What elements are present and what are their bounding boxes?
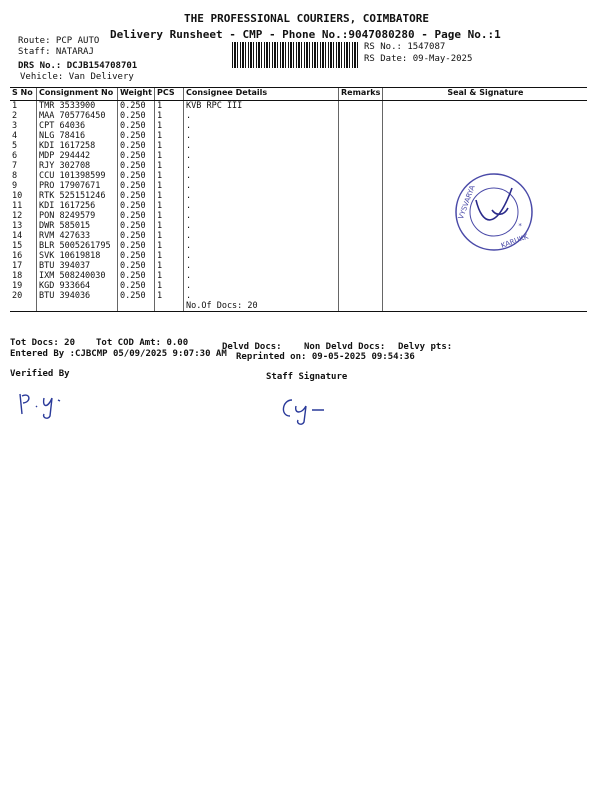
row-weight: 0.250 xyxy=(118,181,155,191)
non-delivered-docs: Non Delvd Docs: xyxy=(304,342,386,352)
delivery-points: Delvy pts: xyxy=(398,342,453,352)
row-pcs: 1 xyxy=(155,221,184,231)
row-weight: 0.250 xyxy=(118,241,155,251)
reprinted-on: Reprinted on: 09-05-2025 09:54:36 xyxy=(236,352,415,362)
footer-cell xyxy=(10,301,37,312)
row-sno: 10 xyxy=(12,191,23,201)
table-row xyxy=(10,271,587,281)
total-docs: Tot Docs: 20 xyxy=(10,338,76,348)
table-row xyxy=(10,281,587,291)
row-pcs: 1 xyxy=(155,241,184,251)
row-consignment: MDP 294442 xyxy=(37,151,118,161)
row-seal xyxy=(383,121,588,131)
row-consignee: . xyxy=(184,151,339,161)
row-sno: 2 xyxy=(12,111,18,121)
row-consignment: BTU 394037 xyxy=(37,261,118,271)
row-weight: 0.250 xyxy=(118,121,155,131)
table-row xyxy=(10,141,587,151)
row-pcs: 1 xyxy=(155,101,184,112)
row-sno: 19 xyxy=(12,281,23,291)
svg-text:VYSVARYA: VYSVARYA xyxy=(456,184,477,221)
row-weight: 0.250 xyxy=(118,231,155,241)
row-sno: 11 xyxy=(12,201,23,211)
row-remarks xyxy=(339,251,383,261)
row-consignee: . xyxy=(184,221,339,231)
row-weight: 0.250 xyxy=(118,191,155,201)
row-weight: 0.250 xyxy=(118,201,155,211)
barcode xyxy=(232,42,360,68)
row-pcs: 1 xyxy=(155,161,184,171)
col-weight: Weight xyxy=(118,88,155,101)
row-weight: 0.250 xyxy=(118,171,155,181)
row-consignee: . xyxy=(184,211,339,221)
row-weight: 0.250 xyxy=(118,291,155,301)
col-seal: Seal & Signature xyxy=(383,88,588,101)
total-cod: Tot COD Amt: 0.00 xyxy=(96,338,189,348)
row-consignee: . xyxy=(184,161,339,171)
row-consignment: DWR 585015 xyxy=(37,221,118,231)
row-remarks xyxy=(339,181,383,191)
row-consignment: RJY 302708 xyxy=(37,161,118,171)
row-consignee: . xyxy=(184,231,339,241)
row-remarks xyxy=(339,241,383,251)
row-sno: 13 xyxy=(12,221,23,231)
row-consignee: . xyxy=(184,141,339,151)
row-remarks xyxy=(339,191,383,201)
row-seal xyxy=(383,291,588,301)
row-sno: 20 xyxy=(12,291,23,301)
staff-signature-mark xyxy=(278,392,348,426)
footer-cell xyxy=(339,301,383,312)
row-consignee: . xyxy=(184,251,339,261)
row-weight: 0.250 xyxy=(118,101,155,112)
table-row xyxy=(10,121,587,131)
row-consignee: . xyxy=(184,181,339,191)
row-consignment: MAA 705776450 xyxy=(37,111,118,121)
row-seal xyxy=(383,111,588,121)
col-consignee: Consignee Details xyxy=(184,88,339,101)
row-weight: 0.250 xyxy=(118,151,155,161)
row-consignment: CPT 64036 xyxy=(37,121,118,131)
rs-number: RS No.: 1547087 xyxy=(364,42,446,52)
runsheet-heading: Delivery Runsheet - CMP - Phone No.:9047080280 - Page No.:1 xyxy=(110,28,501,41)
row-seal xyxy=(383,151,588,161)
row-pcs: 1 xyxy=(155,181,184,191)
table-row xyxy=(10,151,587,161)
entered-by: Entered By :CJBCMP 05/09/2025 9:07:30 AM xyxy=(10,349,227,359)
row-sno: 14 xyxy=(12,231,23,241)
row-remarks xyxy=(339,291,383,301)
no-of-docs: No.Of Docs: 20 xyxy=(184,301,339,312)
row-sno: 4 xyxy=(12,131,18,141)
row-consignee: . xyxy=(184,171,339,181)
row-weight: 0.250 xyxy=(118,261,155,271)
row-remarks xyxy=(339,261,383,271)
row-weight: 0.250 xyxy=(118,111,155,121)
row-remarks xyxy=(339,201,383,211)
row-consignee: . xyxy=(184,291,339,301)
row-weight: 0.250 xyxy=(118,271,155,281)
row-weight: 0.250 xyxy=(118,211,155,221)
row-pcs: 1 xyxy=(155,261,184,271)
row-pcs: 1 xyxy=(155,291,184,301)
row-pcs: 1 xyxy=(155,131,184,141)
row-sno: 6 xyxy=(12,151,18,161)
row-consignee: . xyxy=(184,111,339,121)
drs-number: DRS No.: DCJB154708701 xyxy=(18,61,138,71)
row-weight: 0.250 xyxy=(118,281,155,291)
row-weight: 0.250 xyxy=(118,141,155,151)
rs-date: RS Date: 09-May-2025 xyxy=(364,54,473,64)
row-sno: 3 xyxy=(12,121,18,131)
row-consignment: TMR 3533900 xyxy=(37,101,118,112)
footer-cell xyxy=(155,301,184,312)
row-consignment: IXM 508240030 xyxy=(37,271,118,281)
table-row xyxy=(10,131,587,141)
row-remarks xyxy=(339,271,383,281)
verifier-signature xyxy=(14,390,94,420)
delivered-docs: Delvd Docs: xyxy=(222,342,282,352)
row-seal xyxy=(383,131,588,141)
row-sno: 16 xyxy=(12,251,23,261)
row-remarks xyxy=(339,171,383,181)
row-consignment: BTU 394036 xyxy=(37,291,118,301)
row-remarks xyxy=(339,281,383,291)
row-consignment: PRO 17907671 xyxy=(37,181,118,191)
row-consignee: . xyxy=(184,121,339,131)
row-weight: 0.250 xyxy=(118,161,155,171)
row-remarks xyxy=(339,121,383,131)
row-consignee: KVB RPC III xyxy=(184,101,339,112)
row-sno: 7 xyxy=(12,161,18,171)
row-pcs: 1 xyxy=(155,281,184,291)
footer-cell xyxy=(383,301,588,312)
col-sno: S No xyxy=(10,88,37,101)
row-sno: 8 xyxy=(12,171,18,181)
row-remarks xyxy=(339,231,383,241)
staff-signature-label: Staff Signature xyxy=(266,372,348,382)
row-pcs: 1 xyxy=(155,211,184,221)
row-seal xyxy=(383,101,588,112)
row-pcs: 1 xyxy=(155,151,184,161)
row-consignment: RVM 427633 xyxy=(37,231,118,241)
row-consignee: . xyxy=(184,191,339,201)
table-row xyxy=(10,101,587,112)
row-weight: 0.250 xyxy=(118,251,155,261)
row-pcs: 1 xyxy=(155,201,184,211)
table-row xyxy=(10,261,587,271)
table-row xyxy=(10,111,587,121)
row-remarks xyxy=(339,111,383,121)
row-remarks xyxy=(339,141,383,151)
row-sno: 9 xyxy=(12,181,18,191)
row-consignment: CCU 101398599 xyxy=(37,171,118,181)
row-seal xyxy=(383,271,588,281)
row-consignee: . xyxy=(184,261,339,271)
col-consignment: Consignment No xyxy=(37,88,118,101)
row-consignment: SVK 10619818 xyxy=(37,251,118,261)
route-label: Route: PCP AUTO xyxy=(18,36,100,46)
row-seal xyxy=(383,141,588,151)
row-consignment: KGD 933664 xyxy=(37,281,118,291)
row-sno: 15 xyxy=(12,241,23,251)
row-pcs: 1 xyxy=(155,171,184,181)
footer-cell xyxy=(37,301,118,312)
row-consignment: PON 8249579 xyxy=(37,211,118,221)
row-remarks xyxy=(339,221,383,231)
row-pcs: 1 xyxy=(155,251,184,261)
row-seal xyxy=(383,261,588,271)
row-sno: 17 xyxy=(12,261,23,271)
row-consignee: . xyxy=(184,281,339,291)
row-consignment: RTK 525151246 xyxy=(37,191,118,201)
col-remarks: Remarks xyxy=(339,88,383,101)
seal-stamp xyxy=(452,170,536,254)
svg-text:KARUKK: KARUKK xyxy=(499,232,530,250)
row-weight: 0.250 xyxy=(118,131,155,141)
row-consignee: . xyxy=(184,131,339,141)
row-seal xyxy=(383,281,588,291)
row-sno: 1 xyxy=(12,101,18,111)
row-remarks xyxy=(339,151,383,161)
row-consignee: . xyxy=(184,201,339,211)
row-pcs: 1 xyxy=(155,121,184,131)
row-sno: 18 xyxy=(12,271,23,281)
col-pcs: PCS xyxy=(155,88,184,101)
row-pcs: 1 xyxy=(155,271,184,281)
row-pcs: 1 xyxy=(155,191,184,201)
footer-cell xyxy=(118,301,155,312)
svg-text:*: * xyxy=(518,222,523,230)
row-remarks xyxy=(339,211,383,221)
row-sno: 12 xyxy=(12,211,23,221)
row-remarks xyxy=(339,101,383,112)
row-weight: 0.250 xyxy=(118,221,155,231)
row-consignee: . xyxy=(184,271,339,281)
staff-label: Staff: NATARAJ xyxy=(18,47,94,57)
row-consignment: BLR 5005261795 xyxy=(37,241,118,251)
row-remarks xyxy=(339,161,383,171)
company-title: THE PROFESSIONAL COURIERS, COIMBATORE xyxy=(184,12,430,25)
row-consignment: NLG 78416 xyxy=(37,131,118,141)
verified-by-label: Verified By xyxy=(10,369,70,379)
table-row xyxy=(10,291,587,301)
row-sno: 5 xyxy=(12,141,18,151)
vehicle-label: Vehicle: Van Delivery xyxy=(20,72,134,82)
row-remarks xyxy=(339,131,383,141)
row-consignee: . xyxy=(184,241,339,251)
row-consignment: KDI 1617258 xyxy=(37,141,118,151)
row-pcs: 1 xyxy=(155,231,184,241)
row-pcs: 1 xyxy=(155,141,184,151)
table-footer-row xyxy=(10,301,587,312)
row-pcs: 1 xyxy=(155,111,184,121)
row-consignment: KDI 1617256 xyxy=(37,201,118,211)
